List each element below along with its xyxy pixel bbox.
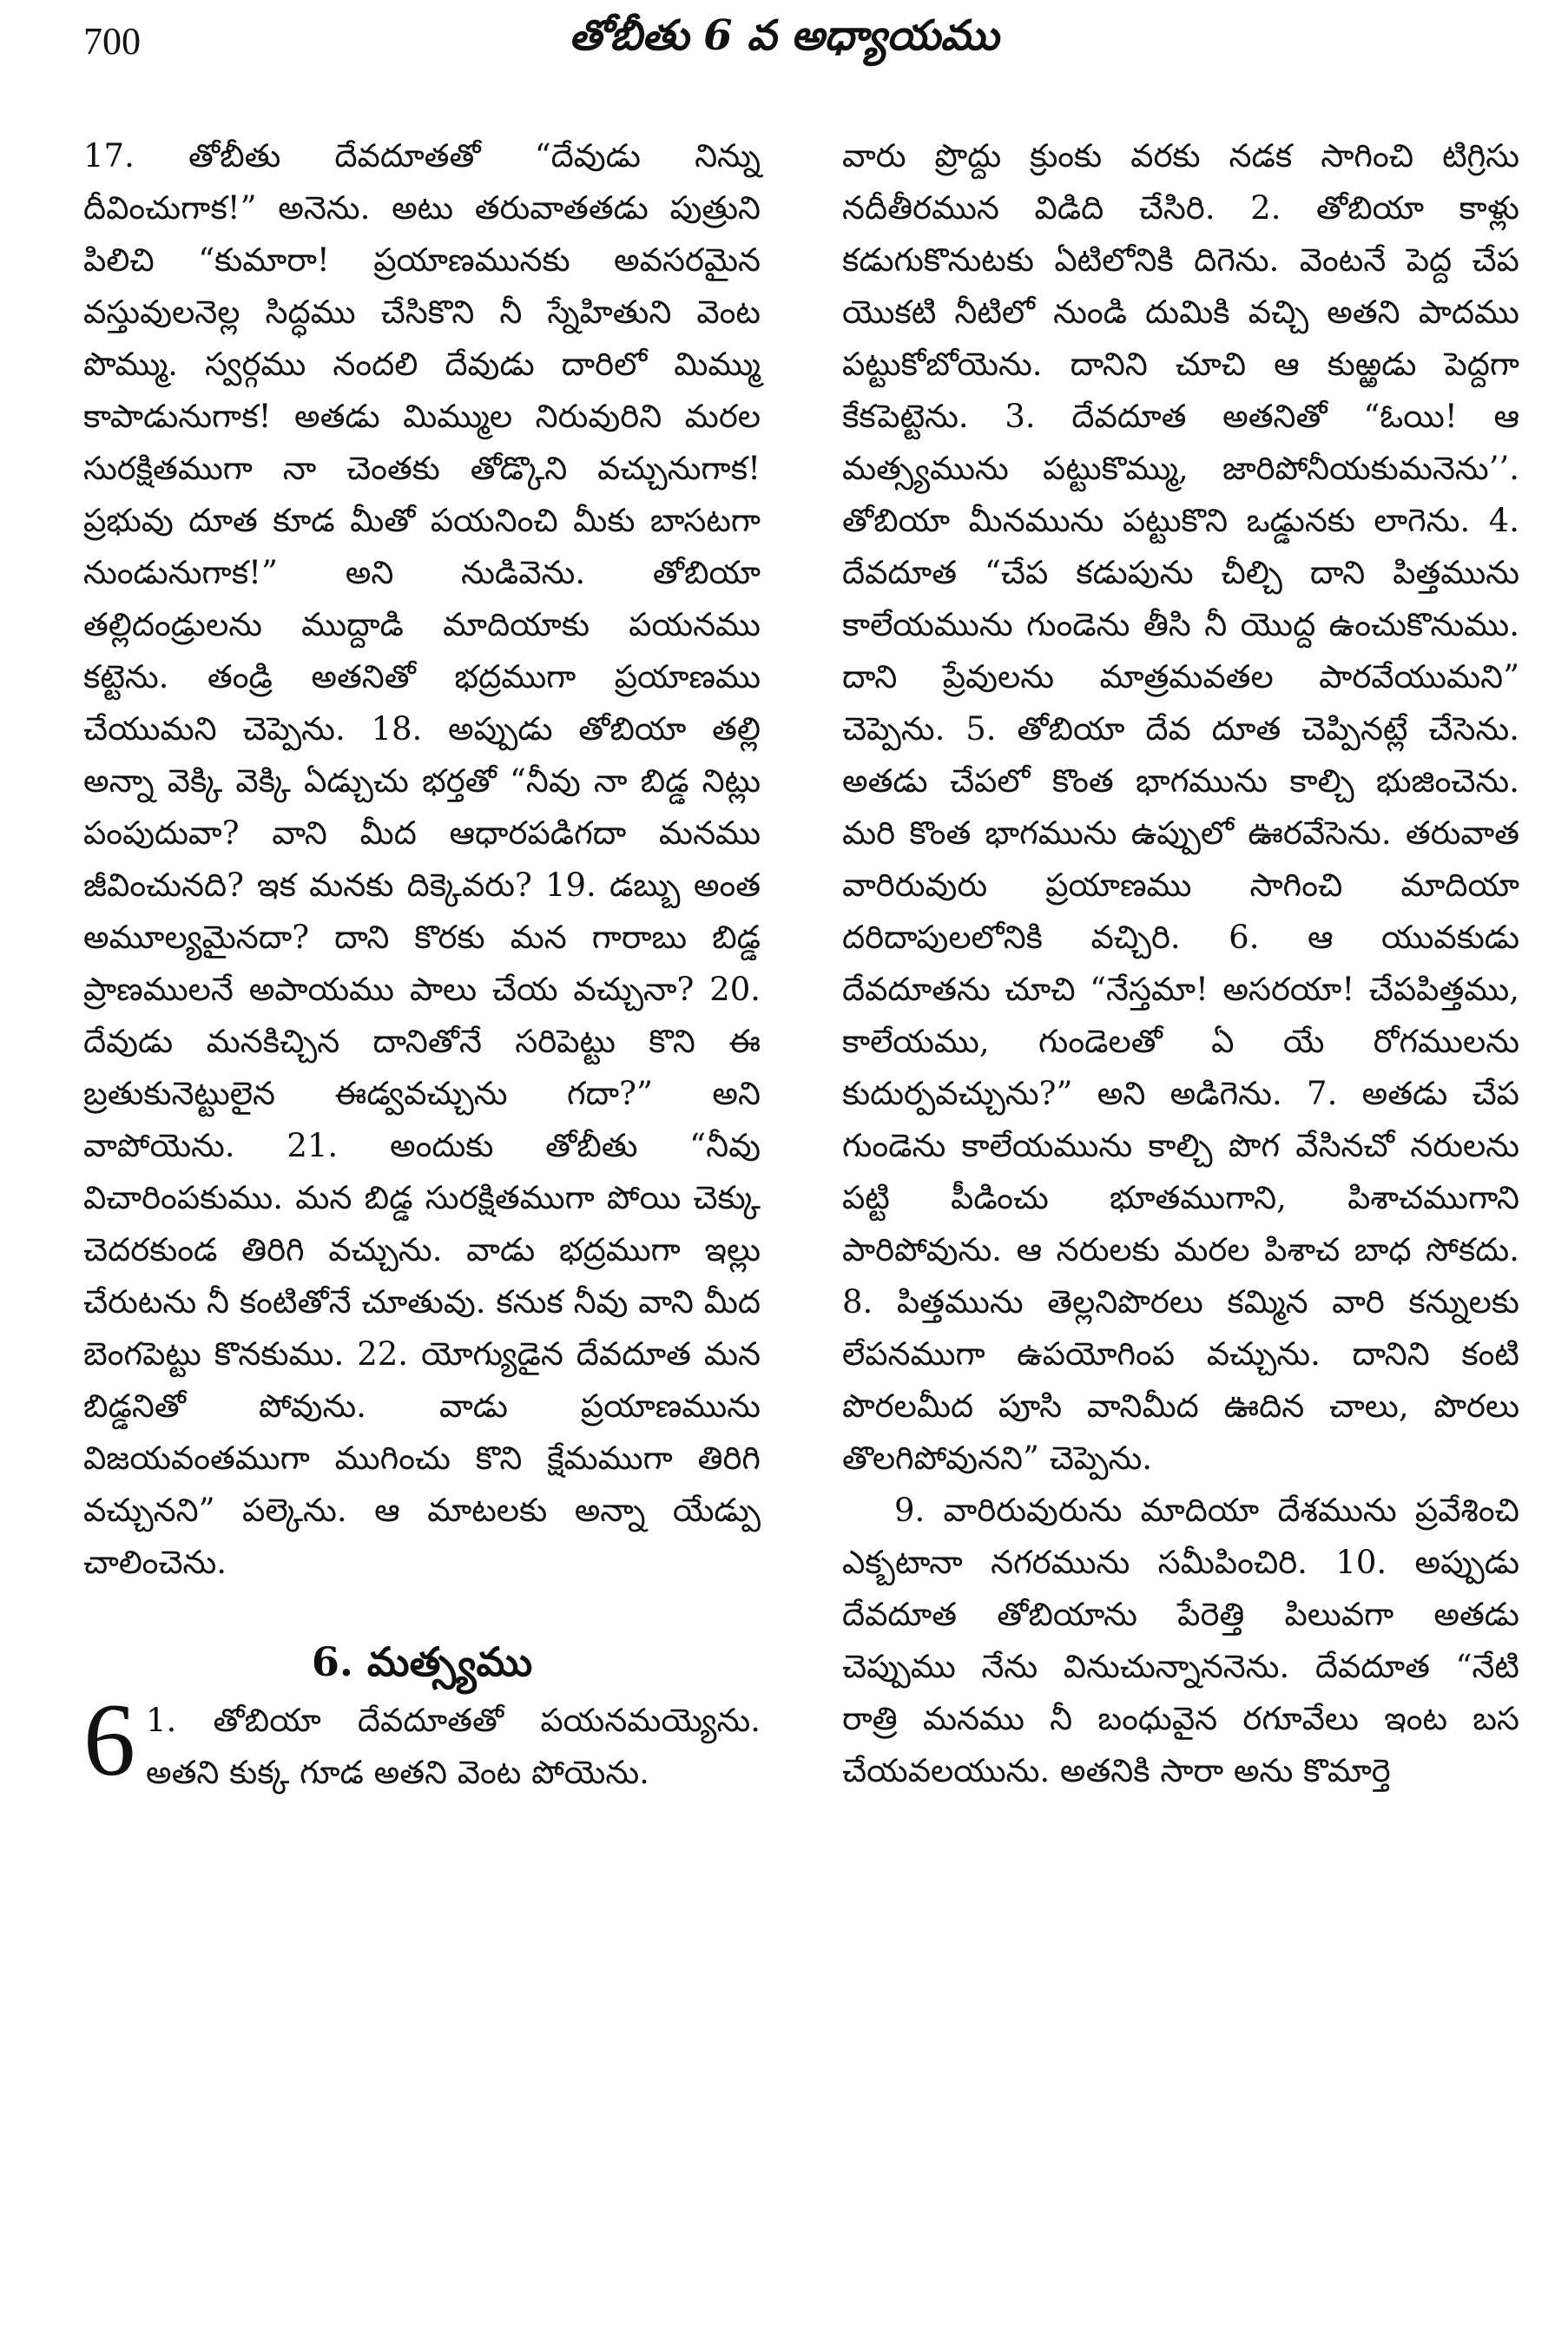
chapter-drop-cap: 6	[83, 1682, 135, 1797]
left-column	[83, 130, 761, 1799]
paragraph: 9. వారిరువురును మాదియా దేశమును ప్రవేశించి ఎక్బటానా నగరమును సమీపించిరి. 10. అప్పుడు దేవదూత తోబియాను పేరెత్తి పిలువగా అతడు చెప్పుము నేను వినుచున్నాననెను. దేవదూత “నేటి రాత్రి మనము నీ బంధువైన రగూవేలు ఇంట బస చేయవలయును. అతనికి సారా అను కొమార్తె	[842, 1492, 1519, 1789]
paragraph: 17. తోబీతు దేవదూతతో “దేవుడు నిన్ను దీవించుగాక!” అనెను. అటు తరువాతతడు పుత్రుని పిలిచి “కుమారా! ప్రయాణమునకు అవసరమైన వస్తువులనెల్ల సిద్ధము చేసికొని నీ స్నేహితుని వెంట పొమ్ము. స్వర్గము నందలి దేవుడు దారిలో మిమ్ము కాపాడునుగాక! అతడు మిమ్ముల నిరువురిని మరల సురక్షితముగా నా చెంతకు తోడ్కొని వచ్చునుగాక! ప్రభువు దూత కూడ మీతో పయనించి మీకు బాసటగా నుండునుగాక!” అని నుడివెను. తోబియా తల్లిదండ్రులను ముద్దాడి మాదియాకు పయనము కట్టెను. తండ్రి అతనితో భద్రముగా ప్రయాణము చేయుమని చెప్పెను. 18. అప్పుడు తోబియా తల్లి అన్నా వెక్కి వెక్కి ఏడ్చుచు భర్తతో “నీవు నా బిడ్డ నిట్లు పంపుదువా? వాని మీద ఆధారపడిగదా మనము జీవించునది? ఇక మనకు దిక్కెవరు? 19. డబ్బు అంత అమూల్యమైనదా? దాని కొరకు మన గారాబు బిడ్డ ప్రాణములనే అపాయము పాలు చేయ వచ్చునా? 20. దేవుడు మనకిచ్చిన దానితోనే సరిపెట్టు కొని ఈ బ్రతుకునెట్టులైన ఈడ్వవచ్చును గదా?” అని వాపోయెను. 21. అందుకు తోబీతు “నీవు విచారింపకుము. మన బిడ్డ సురక్షితముగా పోయి చెక్కు చెదరకుండ తిరిగి వచ్చును. వాడు భద్రముగా ఇల్లు చేరుటను నీ కంటితోనే చూతువు. కనుక నీవు వాని మీద బెంగపెట్టు కొనకుము. 22. యోగ్యుడైన దేవదూత మన బిడ్డనితో పోవును. వాడు ప్రయాణమును విజయవంతముగా ముగించు కొని క్షేమముగా తిరిగి వచ్చునని” పల్కెను. ఆ మాటలకు అన్నా యేడ్పు చాలించెను.	[83, 137, 761, 1581]
right-column	[842, 130, 1519, 1797]
chapter-paragraph	[83, 1682, 761, 1799]
page-number: 700	[83, 20, 141, 63]
running-head: తోబీతు 6 వ అధ్యాయము	[569, 11, 999, 60]
section-heading: 6. మత్స్యము	[311, 1638, 533, 1685]
chapter-paragraph-text: 1. తోబియా దేవదూతతో పయనమయ్యెను. అతని కుక్క గూడ అతని వెంట పోయెను.	[146, 1702, 761, 1791]
paragraph: వారు ప్రొద్దు క్రుంకు వరకు నడక సాగించి టిగ్రిసు నదీతీరమున విడిది చేసిరి. 2. తోబియా కాళ్లు కడుగుకొనుటకు ఏటిలోనికి దిగెను. వెంటనే పెద్ద చేప యొకటి నీటిలో నుండి దుమికి వచ్చి అతని పాదము పట్టుకోబోయెను. దానిని చూచి ఆ కుఱ్ఱడు పెద్దగా కేకపెట్టెను. 3. దేవదూత అతనితో “ఓయి! ఆ మత్స్యమును పట్టుకొమ్ము, జారిపోనీయకుమనెను’’. తోబియా మీనమును పట్టుకొని ఒడ్డునకు లాగెను. 4. దేవదూత “చేప కడుపును చీల్చి దాని పిత్తమును కాలేయమును గుండెను తీసి నీ యొద్ద ఉంచుకొనుము. దాని ప్రేవులను మాత్రమవతల పారవేయుమని” చెప్పెను. 5. తోబియా దేవ దూత చెప్పినట్లే చేసెను. అతడు చేపలో కొంత భాగమును కాల్చి భుజించెను. మరి కొంత భాగమును ఉప్పులో ఊరవేసెను. తరువాత వారిరువురు ప్రయాణము సాగించి మాదియా దరిదాపులలోనికి వచ్చిరి. 6. ఆ యువకుడు దేవదూతను చూచి “నేస్తమా! అసరయా! చేపపిత్తము, కాలేయము, గుండెలతో ఏ యే రోగములను కుదుర్పవచ్చును?” అని అడిగెను. 7. అతడు చేప గుండెను కాలేయమును కాల్చి పొగ వేసినచో నరులను పట్టి పీడించు భూతముగాని, పిశాచముగాని పారిపోవును. ఆ నరులకు మరల పిశాచ బాధ సోకదు. 8. పిత్తమును తెల్లనిపొరలు కమ్మిన వారి కన్నులకు లేపనముగా ఉపయోగింప వచ్చును. దానిని కంటి పొరలమీద పూసి వానిమీద ఊదిన చాలు, పొరలు తొలగిపోవునని” చెప్పెను.	[842, 137, 1519, 1477]
